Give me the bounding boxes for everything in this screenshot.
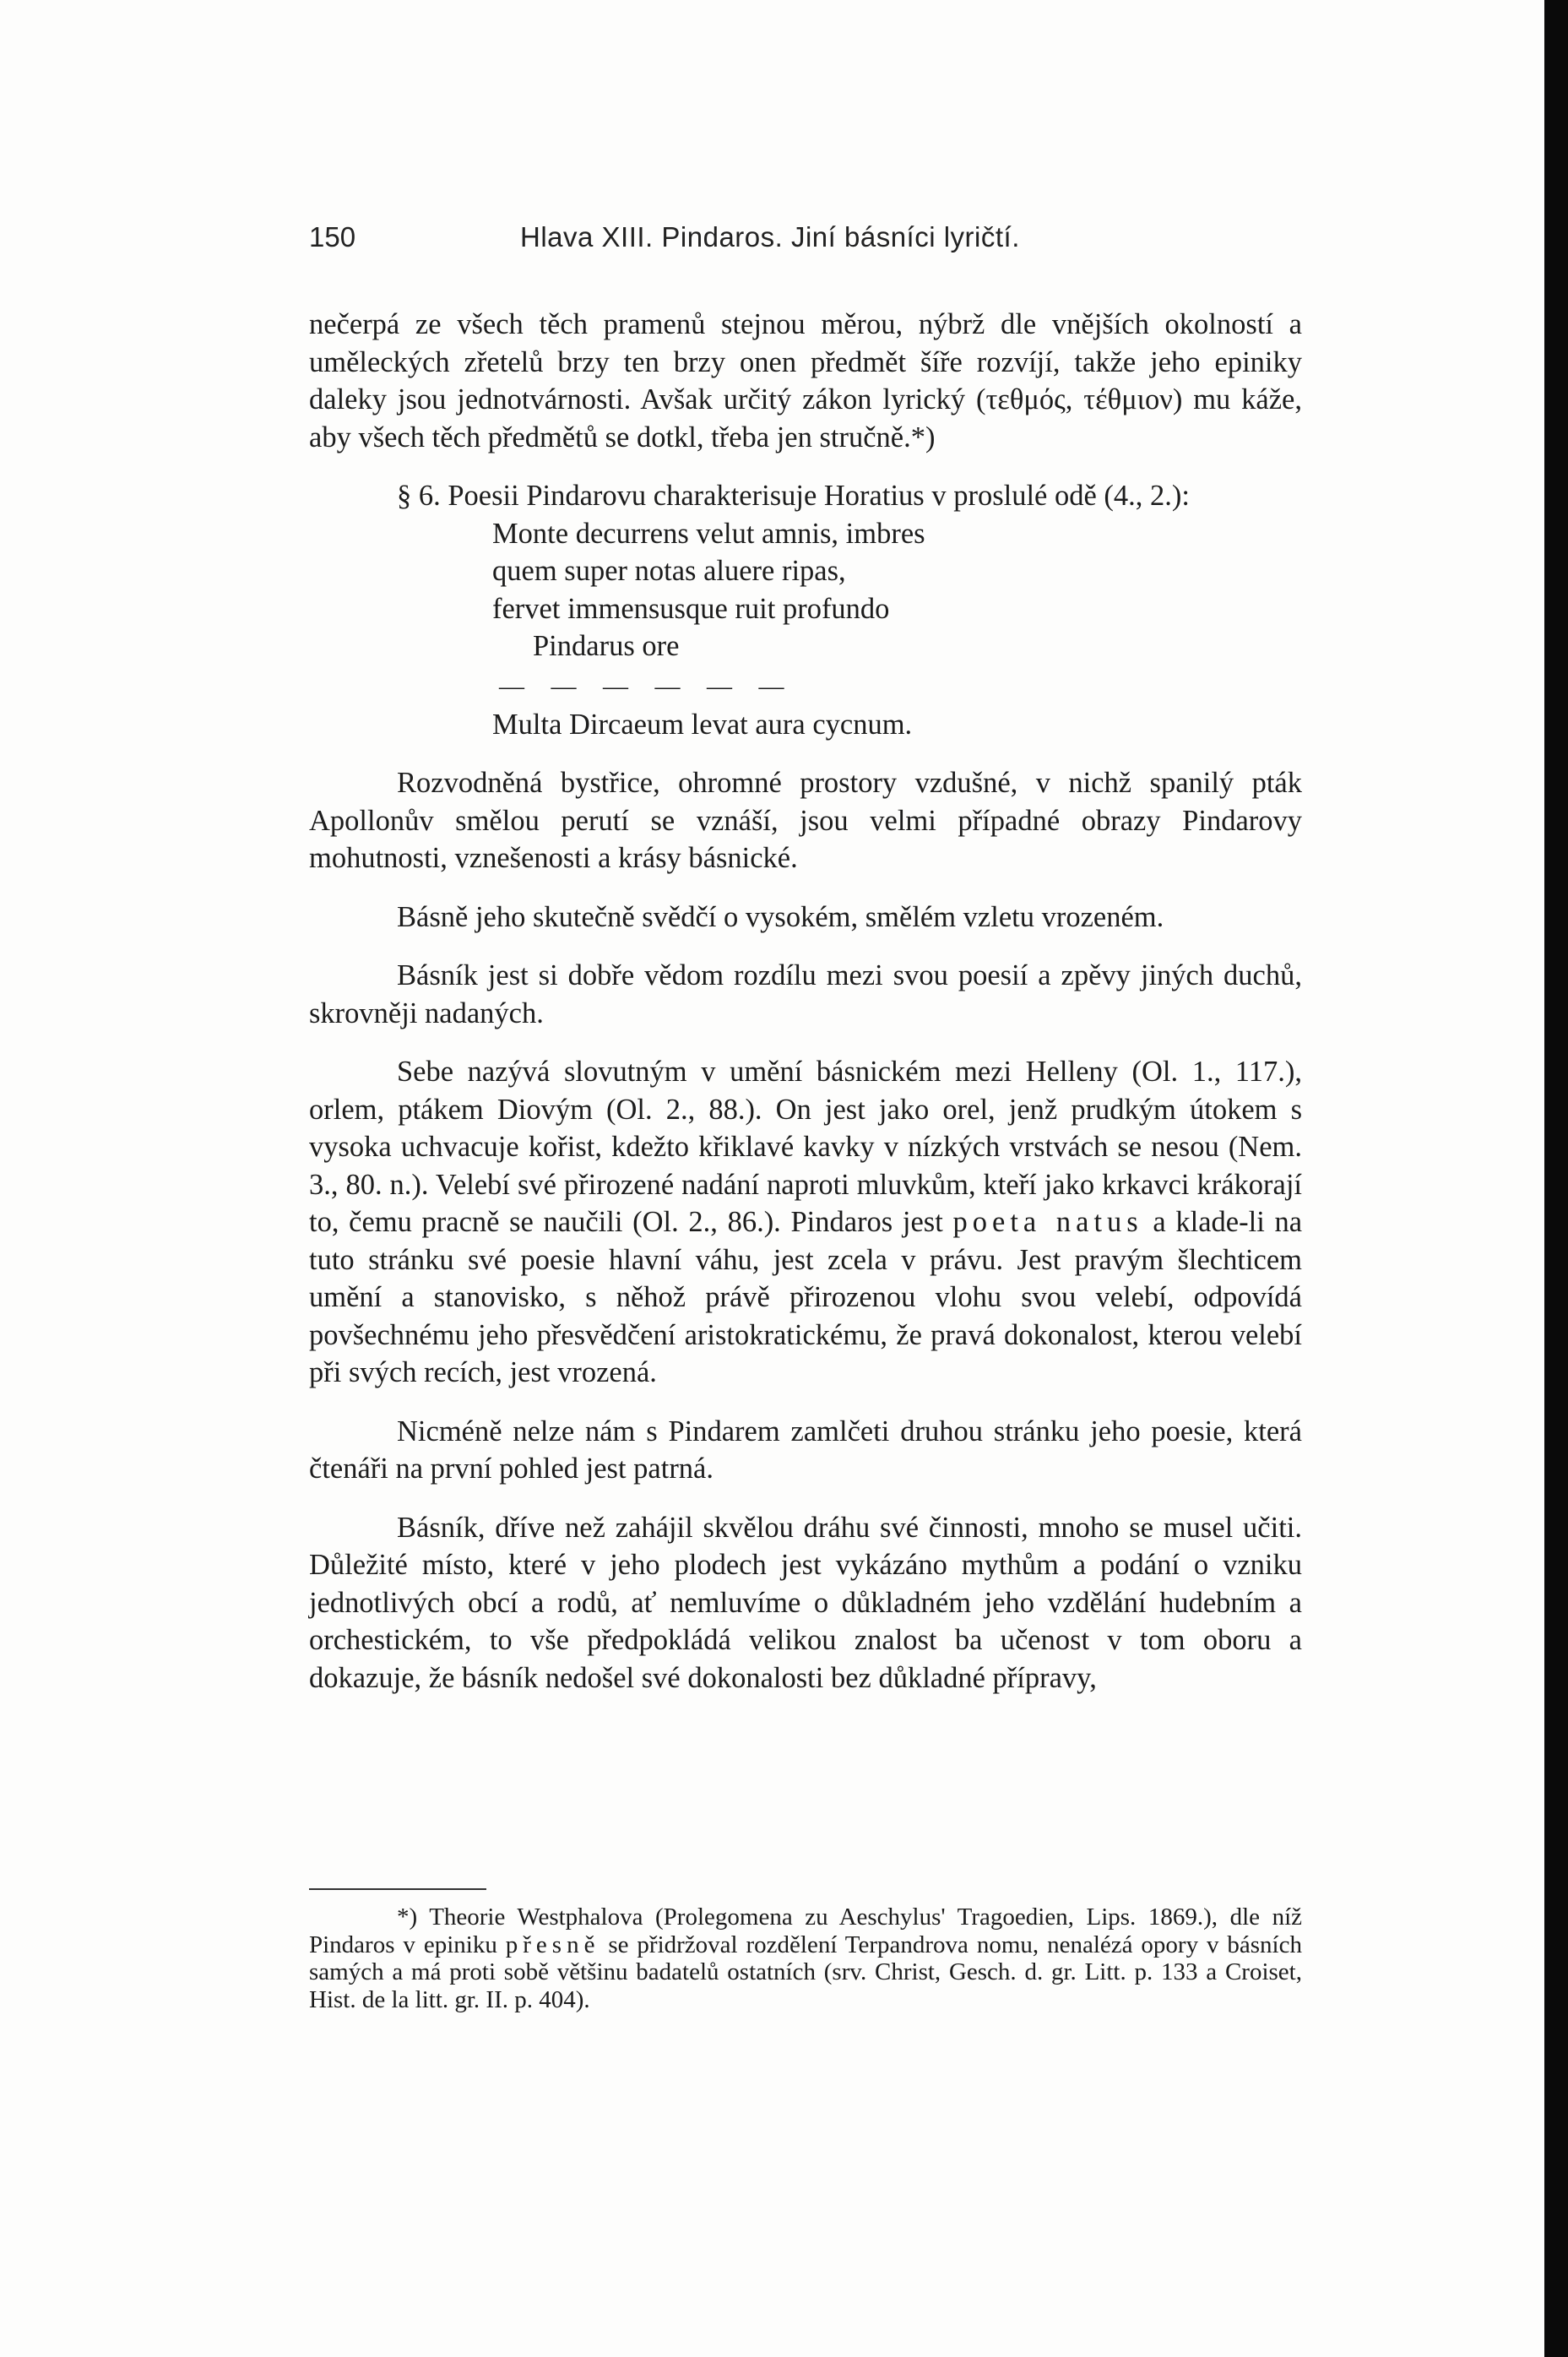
footnote-text xyxy=(309,1904,1302,2013)
paragraph-8: Básník, dříve než zahájil skvělou dráhu své činnosti, mnoho se musel učiti. Důležité místo, které v jeho plodech jest vykázáno mythům a podání o vzniku jednotlivých obcí a rodů, ať nemluvíme o důkladném jeho vzdělání hudebním a orchestickém, to vše předpokládá velikou znalost ba učenost v tom oboru a dokazuje, že básník nedošel své dokonalosti bez důkladné přípravy, xyxy=(309,1511,1302,1694)
verse-omission-dashes: — — — — — — xyxy=(499,671,795,700)
footnote-spaced-word: přesně xyxy=(505,1931,600,1958)
paragraph-6 xyxy=(309,1053,1302,1392)
paragraph-6-part-b: a klade-li na tuto stránku své poesie hlavní váhu, jest zcela v právu. Jest pravým šlechticem umění a stanovisko, s něhož právě přirozenou vlohu svou velebí, odpovídá povšechnému jeho přesvědčení aristokratickému, že pravá dokonalost, kterou velebí při svých recích, jest vrozená. xyxy=(309,1206,1303,1388)
paragraph-3: Rozvodněná bystřice, ohromné prostory vzdušné, v nichž spanilý pták Apollonův smělou perutí se vznáší, jsou velmi případné obrazy Pindarovy mohutnosti, vznešenosti a krásy básnické. xyxy=(309,767,1302,874)
main-text xyxy=(309,306,1302,1697)
verse-line-1: Monte decurrens velut amnis, imbres xyxy=(492,517,925,550)
spaced-phrase: poeta natus xyxy=(952,1206,1143,1238)
page-number: 150 xyxy=(309,221,356,253)
paragraph-6-part-a: Sebe nazývá slovutným v umění básnickém mezi Helleny (Ol. 1., 117.), orlem, ptákem Diovým (Ol. 2., 88.). On jest jako orel, jenž prudkým útokem s vysoka uchvacuje kořist, kdežto křiklavé kavky v nízkých vrstvách se nesou (Nem. 3., 80. n.). Velebí své přirozené nadání naproti mluvkům, kteří jako krkavci krákorají to, čemu pracně se naučili (Ol. 2., 86.). Pindaros jest xyxy=(309,1056,1302,1238)
footnote-part-b: se přidržoval rozdělení Terpandrova nomu, nenalézá opory v básních samých a má proti sobě většinu badatelů ostatních (srv. Christ, Gesch. d. gr. Litt. p. 133 a Croiset, Hist. de la litt. gr. II. p. 404). xyxy=(309,1931,1302,2013)
horace-verse xyxy=(492,515,1302,744)
scan-edge-bar xyxy=(1544,0,1568,2357)
chapter-title: Hlava XIII. Pindaros. Jiní básníci lyričtí. xyxy=(520,221,1020,253)
verse-line-5: Multa Dircaeum levat aura cycnum. xyxy=(492,708,913,741)
paragraph-section-6: § 6. Poesii Pindarovu charakterisuje Horatius v proslulé odě (4., 2.): xyxy=(397,480,1190,512)
footnote-divider xyxy=(309,1888,486,1890)
paragraph-7: Nicméně nelze nám s Pindarem zamlčeti druhou stránku jeho poesie, která čtenáři na první pohled jest patrná. xyxy=(309,1415,1302,1485)
paragraph-4: Básně jeho skutečně svědčí o vysokém, smělém vzletu vrozeném. xyxy=(397,900,1164,933)
footnote-part-a: *) Theorie Westphalova (Prolegomena zu Aeschylus' Tragoedien, Lips. 1869.), dle níž Pindaros v epiniku xyxy=(309,1904,1302,1958)
verse-line-3: fervet immensusque ruit profundo xyxy=(492,592,890,625)
paragraph-5: Básník jest si dobře vědom rozdílu mezi svou poesií a zpěvy jiných duchů, skrovněji nadaných. xyxy=(309,959,1302,1029)
footnote xyxy=(309,1904,1302,2013)
paragraph-1: nečerpá ze všech těch pramenů stejnou měrou, nýbrž dle vnějších okolností a uměleckých zřetelů brzy ten brzy onen předmět šíře rozvíjí, takže jeho epiniky daleky jsou jednotvárnosti. Avšak určitý zákon lyrický (τεθμός, τέθμιον) mu káže, aby všech těch předmětů se dotkl, třeba jen stručně.*) xyxy=(309,308,1302,453)
verse-line-2: quem super notas aluere ripas, xyxy=(492,555,846,587)
verse-line-4: Pindarus ore xyxy=(533,630,680,662)
